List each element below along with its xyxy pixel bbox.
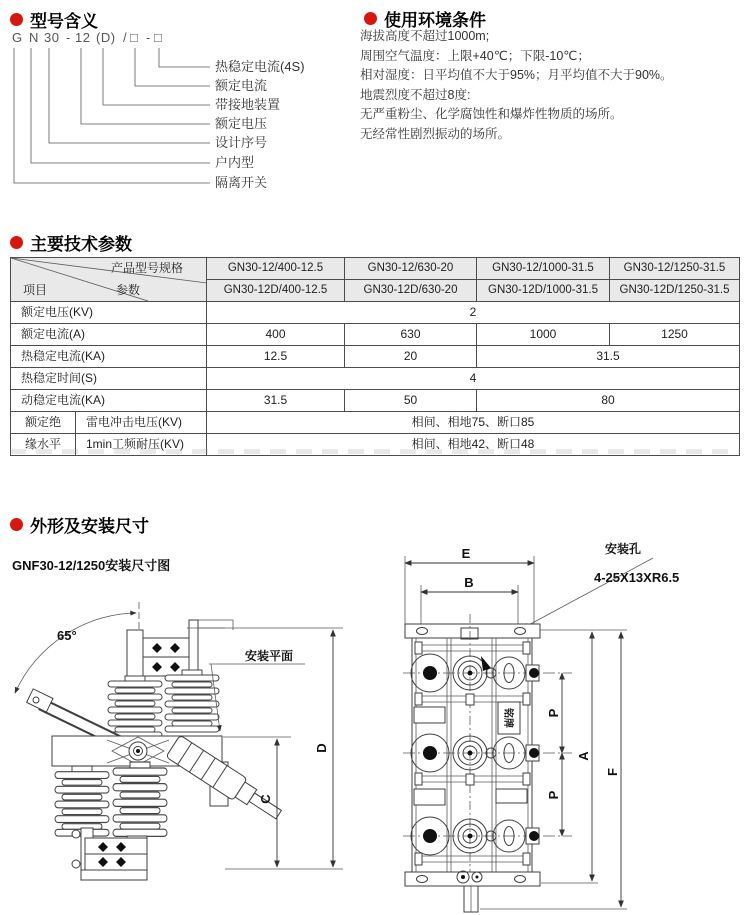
drawing-subtitle: GNF30-12/1250安装尺寸图 (12, 558, 171, 573)
lower-angled-insulator (166, 735, 286, 825)
table-cell-value: 400 (207, 324, 345, 346)
phase-assembly-middle (403, 734, 572, 772)
table-row-dynamic (11, 390, 740, 412)
side-view-drawing (5, 600, 350, 912)
dim-label-a: A (576, 751, 591, 761)
red-bullet-icon (10, 518, 23, 531)
dim-label-c: C (258, 794, 273, 804)
section-title-text: 使用环境条件 (384, 11, 486, 30)
dimension-b (421, 575, 518, 628)
corner-label-models: 产品型号规格 (111, 261, 184, 275)
env-line: 无严重粉尘、化学腐蚀性和爆炸性物质的场所。 (360, 107, 623, 121)
dim-label-d: D (314, 743, 329, 753)
row-label: 1min工频耐压(KV) (76, 434, 207, 456)
table-cell-value: 50 (345, 390, 477, 412)
lower-insulators (55, 762, 167, 836)
bottom-mounting-rail (405, 871, 540, 912)
red-bullet-icon (364, 12, 377, 25)
params-section-title (10, 230, 132, 255)
red-bullet-icon (10, 236, 23, 249)
top-terminal-bracket (127, 620, 233, 684)
svg-text:-: - (146, 30, 151, 45)
dim-label-p2: P (546, 790, 561, 800)
table-cell-model: GN30-12/630-20 (345, 258, 477, 280)
svg-text:额定电压: 额定电压 (215, 116, 268, 131)
row-group-label: 额定绝 (11, 412, 76, 434)
table-cell-value: 4 (207, 368, 740, 390)
row-label: 额定电流(A) (11, 324, 207, 346)
table-cell-model: GN30-12D/630-20 (345, 280, 477, 302)
table-cell-value: 31.5 (477, 346, 740, 368)
row-label: 热稳定电流(KA) (11, 346, 207, 368)
table-row-current (11, 324, 740, 346)
section-title-text: 主要技术参数 (30, 235, 132, 254)
env-line: 相对湿度：日平均值不大于95%；月平均值不大于90%。 (360, 68, 673, 82)
env-line: 海拔高度不超过1000m; (360, 29, 490, 43)
dimension-a (540, 630, 627, 883)
svg-text:/: / (123, 30, 128, 45)
dim-label-f: F (605, 768, 620, 776)
svg-text:隔离开关: 隔离开关 (215, 175, 268, 190)
dimension-p-upper (546, 673, 562, 753)
svg-text:带接地装置: 带接地装置 (215, 97, 281, 112)
table-cell-value: 20 (345, 346, 477, 368)
dim-label-b: B (464, 575, 474, 590)
env-conditions-list (360, 27, 745, 144)
model-code-tokens (12, 30, 162, 45)
table-row-time (11, 368, 740, 390)
svg-text:(D): (D) (96, 30, 116, 45)
top-mounting-rail (405, 624, 540, 639)
row-label: 动稳定电流(KA) (11, 390, 207, 412)
mounting-hole-callout (523, 541, 679, 628)
table-cell-value: 1000 (477, 324, 610, 346)
table-cell-model: GN30-12/1250-31.5 (610, 258, 740, 280)
dim-label-e: E (461, 546, 471, 561)
model-leader-lines (14, 48, 210, 183)
env-line: 周围空气温度：上限+40℃；下限-10℃； (360, 48, 590, 63)
model-labels (215, 59, 305, 190)
table-cell-value: 80 (477, 390, 740, 412)
table-row-thermal (11, 346, 740, 368)
table-cell-value: 12.5 (207, 346, 345, 368)
svg-text:N: N (29, 30, 39, 45)
svg-text:12: 12 (75, 30, 91, 45)
svg-text:热稳定电流(4S): 热稳定电流(4S) (215, 59, 305, 74)
table-cell-value: 630 (345, 324, 477, 346)
faint-watermark-artifact (10, 449, 740, 454)
svg-text:户内型: 户内型 (215, 155, 255, 170)
svg-text:-: - (66, 30, 71, 45)
dim-label-p1: P (546, 708, 561, 718)
model-code-diagram (6, 28, 376, 206)
corner-label-item: 项目 (23, 283, 48, 297)
table-cell-value: 相间、相地42、断口48 (207, 434, 740, 456)
table-row-impulse (11, 412, 740, 434)
table-cell-model: GN30-12/1000-31.5 (477, 258, 610, 280)
phase-assembly-top (403, 654, 572, 692)
outline-section-title (10, 512, 149, 537)
mounting-plane-label: 安装平面 (245, 649, 294, 663)
dimension-p-lower (546, 753, 562, 836)
red-bullet-icon (10, 13, 23, 26)
table-cell-model: GN30-12D/1000-31.5 (477, 280, 610, 302)
row-group-label: 缘水平 (11, 434, 76, 456)
rotation-arc (15, 602, 139, 693)
section-title-text: 型号含义 (30, 12, 98, 31)
svg-text:□: □ (154, 30, 163, 45)
phase-assembly-bottom (403, 817, 572, 855)
svg-text:30: 30 (44, 30, 60, 45)
corner-label-param: 参数 (116, 283, 141, 297)
row-label: 雷电冲击电压(KV) (76, 412, 207, 434)
mounting-hole-spec: 4-25X13XR6.5 (594, 570, 680, 585)
env-line: 无经常性剧烈振动的场所。 (360, 126, 511, 141)
angle-label: 65° (57, 628, 77, 643)
front-view-drawing (395, 540, 750, 913)
dimension-f (480, 632, 627, 909)
table-cell-value: 1250 (610, 324, 740, 346)
nameplate-label: 铭牌 (502, 708, 513, 728)
svg-text:设计序号: 设计序号 (215, 135, 268, 150)
table-cell-model: GN30-12D/400-12.5 (207, 280, 345, 302)
svg-text:额定电流: 额定电流 (215, 78, 268, 93)
table-cell-model: GN30-12/400-12.5 (207, 258, 345, 280)
svg-text:□: □ (130, 30, 139, 45)
table-cell-value: 相间、相地75、断口85 (207, 412, 740, 434)
table-row-voltage (11, 302, 740, 324)
parameters-table (10, 257, 740, 456)
svg-text:G: G (12, 30, 23, 45)
env-line: 地震烈度不超过8度: (360, 87, 471, 102)
section-title-text: 外形及安装尺寸 (30, 517, 149, 536)
mounting-hole-label: 安装孔 (605, 542, 642, 556)
plane-callout (209, 648, 305, 731)
bottom-terminal-bracket (72, 828, 147, 880)
upper-insulators (108, 670, 219, 738)
nameplate (498, 702, 520, 734)
row-label: 额定电压(KV) (11, 302, 207, 324)
row-label: 热稳定时间(S) (11, 368, 207, 390)
table-header-row-1 (11, 258, 740, 280)
table-corner-cell (11, 258, 207, 302)
table-cell-value: 2 (207, 302, 740, 324)
table-cell-model: GN30-12D/1250-31.5 (610, 280, 740, 302)
table-cell-value: 31.5 (207, 390, 345, 412)
